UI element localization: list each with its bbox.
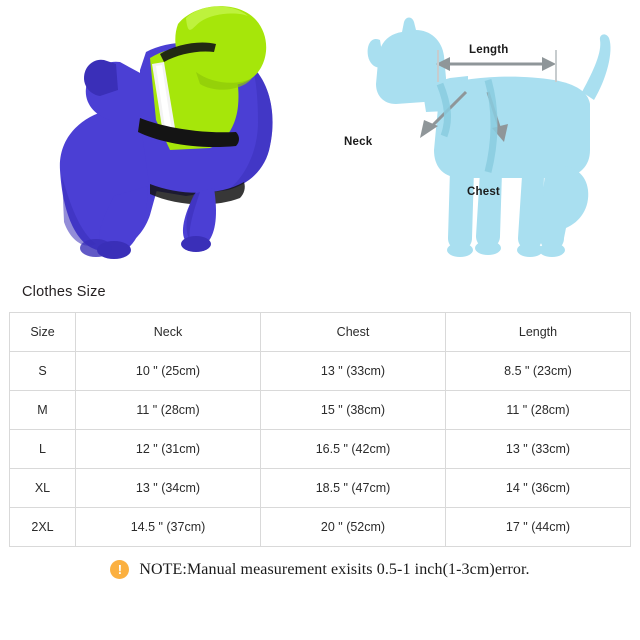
cell-length: 17 " (44cm) xyxy=(446,508,631,547)
warning-icon: ! xyxy=(110,560,129,579)
size-table xyxy=(9,312,631,547)
cell-chest: 16.5 " (42cm) xyxy=(261,430,446,469)
cell-length: 14 " (36cm) xyxy=(446,469,631,508)
cell-size: 2XL xyxy=(10,508,76,547)
table-header-row xyxy=(10,313,631,352)
page-title: Clothes Size xyxy=(22,284,106,300)
cell-neck: 10 " (25cm) xyxy=(76,352,261,391)
cell-neck: 14.5 " (37cm) xyxy=(76,508,261,547)
cell-size: L xyxy=(10,430,76,469)
note-text: NOTE:Manual measurement exisits 0.5-1 inch(1-3cm)error. xyxy=(139,560,530,578)
product-photo-illustration xyxy=(0,0,318,270)
col-header-neck: Neck xyxy=(76,313,261,352)
cell-chest: 13 " (33cm) xyxy=(261,352,446,391)
cell-chest: 18.5 " (47cm) xyxy=(261,469,446,508)
table-row xyxy=(10,391,631,430)
size-table-head xyxy=(10,313,631,352)
cell-size: XL xyxy=(10,469,76,508)
cell-size: S xyxy=(10,352,76,391)
top-imagery-area xyxy=(0,0,640,270)
length-label: Length xyxy=(469,44,509,56)
table-row xyxy=(10,508,631,547)
col-header-size: Size xyxy=(10,313,76,352)
cell-length: 11 " (28cm) xyxy=(446,391,631,430)
measurement-diagram xyxy=(318,0,640,270)
cell-neck: 13 " (34cm) xyxy=(76,469,261,508)
cell-length: 8.5 " (23cm) xyxy=(446,352,631,391)
cell-neck: 11 " (28cm) xyxy=(76,391,261,430)
chest-label: Chest xyxy=(467,186,500,198)
col-header-length: Length xyxy=(446,313,631,352)
cell-chest: 20 " (52cm) xyxy=(261,508,446,547)
table-row xyxy=(10,469,631,508)
table-row xyxy=(10,430,631,469)
cell-chest: 15 " (38cm) xyxy=(261,391,446,430)
cell-length: 13 " (33cm) xyxy=(446,430,631,469)
neck-label: Neck xyxy=(344,136,373,148)
note-row xyxy=(0,560,640,579)
product-photo xyxy=(0,0,318,270)
dog-silhouette xyxy=(318,0,640,270)
size-table-body xyxy=(10,352,631,547)
size-table-section xyxy=(0,270,640,547)
table-row xyxy=(10,352,631,391)
cell-neck: 12 " (31cm) xyxy=(76,430,261,469)
cell-size: M xyxy=(10,391,76,430)
col-header-chest: Chest xyxy=(261,313,446,352)
